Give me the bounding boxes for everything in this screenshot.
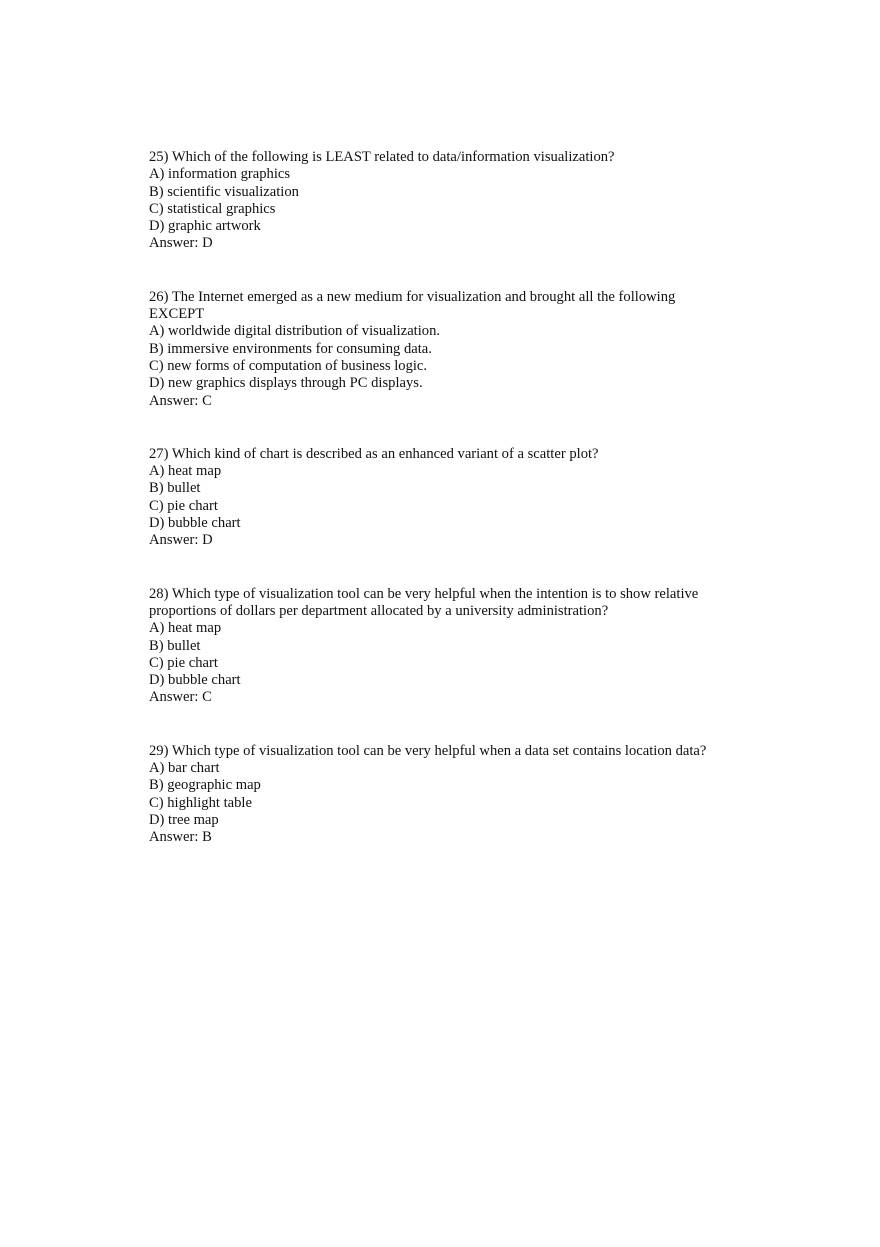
option-d: D) graphic artwork	[149, 218, 261, 235]
answer-line: Answer: D	[149, 532, 213, 549]
option-d: D) bubble chart	[149, 672, 241, 689]
question-stem-continued: proportions of dollars per department allocated by a university administration?	[149, 602, 609, 619]
option-a: A) information graphics	[149, 166, 291, 183]
answer-line: Answer: D	[149, 235, 213, 252]
option-a: A) worldwide digital distribution of visualization.	[149, 323, 441, 340]
option-d: D) tree map	[149, 811, 219, 828]
question-27	[149, 446, 749, 550]
option-c: C) highlight table	[149, 794, 252, 811]
question-stem: 25) Which of the following is LEAST related to data/information visualization?	[149, 149, 615, 165]
question-stem-continued: EXCEPT	[149, 306, 205, 323]
option-a: A) heat map	[149, 463, 222, 480]
question-25	[149, 149, 749, 253]
option-c: C) new forms of computation of business logic.	[149, 357, 428, 374]
option-a: A) heat map	[149, 620, 222, 637]
option-b: B) scientific visualization	[149, 183, 299, 200]
option-b: B) bullet	[149, 480, 201, 497]
option-c: C) pie chart	[149, 654, 218, 671]
answer-line: Answer: B	[149, 829, 212, 846]
question-28	[149, 586, 749, 707]
option-d: D) bubble chart	[149, 515, 241, 532]
option-b: B) immersive environments for consuming data.	[149, 340, 432, 357]
option-b: B) bullet	[149, 637, 201, 654]
option-d: D) new graphics displays through PC displays.	[149, 375, 423, 392]
question-stem: 29) Which type of visualization tool can be very helpful when a data set contains location data?	[149, 742, 707, 759]
option-c: C) statistical graphics	[149, 200, 276, 217]
question-stem: 27) Which kind of chart is described as an enhanced variant of a scatter plot?	[149, 445, 599, 462]
question-stem: 26) The Internet emerged as a new medium for visualization and brought all the following	[149, 288, 676, 305]
question-stem: 28) Which type of visualization tool can be very helpful when the intention is to show relative	[149, 585, 699, 602]
question-list	[149, 149, 749, 883]
option-a: A) bar chart	[149, 760, 220, 777]
option-b: B) geographic map	[149, 777, 261, 794]
answer-line: Answer: C	[149, 689, 212, 706]
option-c: C) pie chart	[149, 497, 218, 514]
question-26	[149, 289, 749, 410]
answer-line: Answer: C	[149, 392, 212, 409]
question-29	[149, 743, 749, 847]
